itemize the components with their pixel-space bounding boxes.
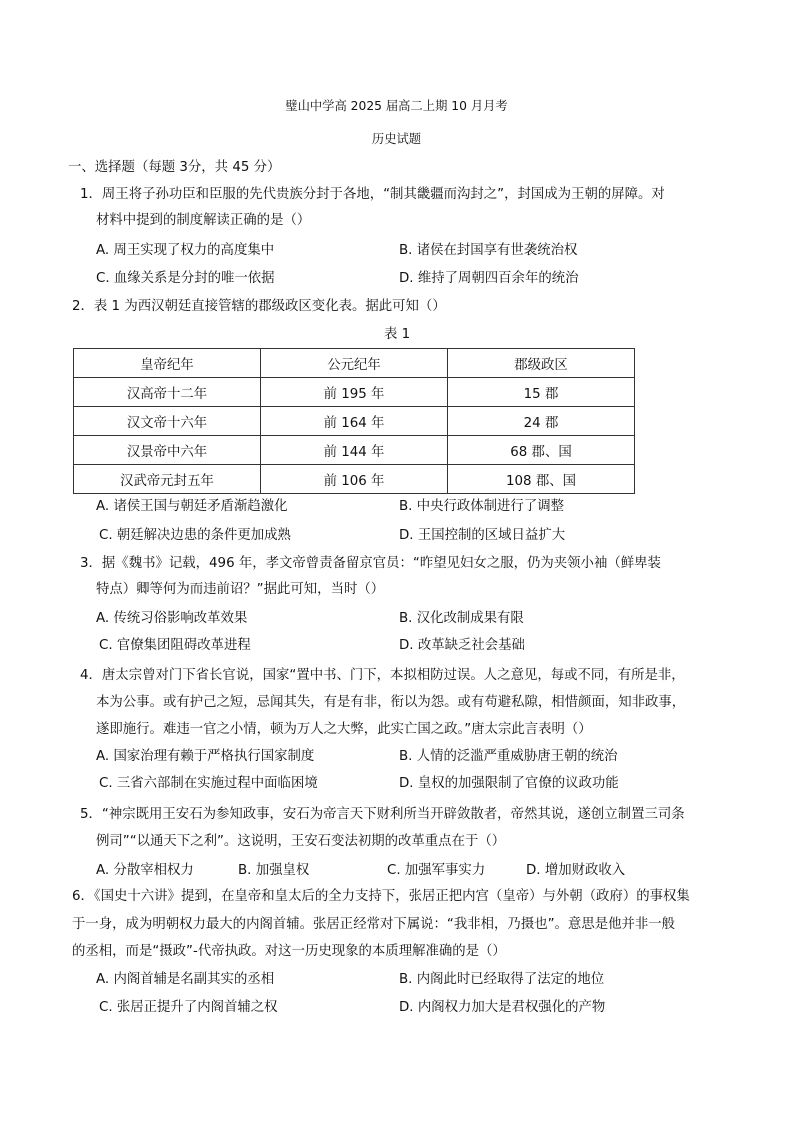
table-cell: 68 郡、国 <box>448 436 635 465</box>
table-cell: 汉高帝十二年 <box>74 378 261 407</box>
question-5-stem-line1: 5．“神宗既用王安石为参知政事，安石为帝言天下财利所当开辟敛散者，帝然其说，遂创立制置三司条 <box>80 807 685 822</box>
table-row <box>74 436 635 465</box>
question-5-option-a[interactable]: A. 分散宰相权力 <box>96 863 194 878</box>
question-3-stem-line1: 3．据《魏书》记载，496 年，孝文帝曾责备留京官员：“昨望见妇女之服，仍为夹领小袖（鲜卑装 <box>80 556 661 571</box>
question-1-stem-line2: 材料中提到的制度解读正确的是（） <box>96 213 311 228</box>
section-heading: 一、选择题（每题 3分，共 45 分） <box>68 160 281 175</box>
question-1-stem-line1: 1．周王将子孙功臣和臣服的先代贵族分封于各地，“制其畿疆而沟封之”，封国成为王朝的屏障。对 <box>80 187 665 202</box>
table-row <box>74 407 635 436</box>
question-6-option-a[interactable]: A. 内阁首辅是名副其实的丞相 <box>96 972 275 987</box>
question-2-stem: 2．表 1 为西汉朝廷直接管辖的郡级政区变化表。据此可知（） <box>72 299 446 314</box>
question-2-option-c[interactable]: C. 朝廷解决边患的条件更加成熟 <box>99 528 291 543</box>
exam-title: 璧山中学高 2025 届高二上期 10 月月考 <box>285 99 508 113</box>
exam-subtitle: 历史试题 <box>371 132 422 146</box>
question-5-option-d[interactable]: D. 增加财政收入 <box>526 863 626 878</box>
table-header-cell: 郡级政区 <box>448 349 635 378</box>
table-header-cell: 公元纪年 <box>261 349 448 378</box>
table-cell: 汉武帝元封五年 <box>74 465 261 494</box>
question-5-option-c[interactable]: C. 加强军事实力 <box>387 863 486 878</box>
question-3-stem-line2: 特点）卿等何为而违前诏？”据此可知，当时（） <box>96 582 385 597</box>
table-cell: 前 195 年 <box>261 378 448 407</box>
table-cell: 前 144 年 <box>261 436 448 465</box>
question-3-option-b[interactable]: B. 汉化改制成果有限 <box>399 611 524 626</box>
question-4-option-a[interactable]: A. 国家治理有赖于严格执行国家制度 <box>96 749 315 764</box>
question-4-option-d[interactable]: D. 皇权的加强限制了官僚的议政功能 <box>399 776 619 791</box>
question-2-option-d[interactable]: D. 王国控制的区域日益扩大 <box>399 528 566 543</box>
admin-region-table <box>73 348 635 494</box>
question-4-option-c[interactable]: C. 三省六部制在实施过程中面临困境 <box>99 776 318 791</box>
question-5-stem-line2: 例司”“以通天下之利”。这说明，王安石变法初期的改革重点在于（） <box>96 834 506 849</box>
question-3-option-c[interactable]: C. 官僚集团阻碍改革进程 <box>99 638 251 653</box>
table-cell: 108 郡、国 <box>448 465 635 494</box>
question-5-option-b[interactable]: B. 加强皇权 <box>238 863 310 878</box>
table-row <box>74 378 635 407</box>
question-1-option-a[interactable]: A. 周王实现了权力的高度集中 <box>96 243 275 258</box>
table-cell: 前 106 年 <box>261 465 448 494</box>
question-6-option-c[interactable]: C. 张居正提升了内阁首辅之权 <box>99 1000 278 1015</box>
table-row <box>74 465 635 494</box>
question-1-option-c[interactable]: C. 血缘关系是分封的唯一依据 <box>96 271 275 286</box>
question-6-stem-line2: 于一身，成为明朝权力最大的内阁首辅。张居正经常对下属说：“我非相，乃摄也”。意思是他并非一般 <box>72 917 676 932</box>
question-4-option-b[interactable]: B. 人情的泛滥严重威胁唐王朝的统治 <box>399 749 618 764</box>
table-cell: 15 郡 <box>448 378 635 407</box>
question-1-option-b[interactable]: B. 诸侯在封国享有世袭统治权 <box>399 243 578 258</box>
question-3-option-a[interactable]: A. 传统习俗影响改革效果 <box>96 611 248 626</box>
question-6-stem-line3: 的丞相，而是“摄政”-代帝执政。对这一历史现象的本质理解准确的是（） <box>72 944 506 959</box>
question-6-stem-line1: 6．《国史十六讲》提到，在皇帝和皇太后的全力支持下，张居正把内宫（皇帝）与外朝（政府）的事权集 <box>72 889 690 904</box>
table-header-row <box>74 349 635 378</box>
table-cell: 前 164 年 <box>261 407 448 436</box>
question-1-option-d[interactable]: D. 维持了周朝四百余年的统治 <box>399 271 579 286</box>
table-caption: 表 1 <box>384 327 411 342</box>
question-6-option-d[interactable]: D. 内阁权力加大是君权强化的产物 <box>399 1000 606 1015</box>
question-4-stem-line3: 遂即施行。难违一官之小情，顿为万人之大弊，此实亡国之政。”唐太宗此言表明（） <box>96 722 592 737</box>
question-4-stem-line2: 本为公事。或有护己之短，忌闻其失，有是有非，衔以为怨。或有苟避私隙，相惜颜面，知非政事， <box>96 695 686 710</box>
question-6-option-b[interactable]: B. 内阁此时已经取得了法定的地位 <box>399 972 605 987</box>
table-cell: 汉景帝中六年 <box>74 436 261 465</box>
table-cell: 汉文帝十六年 <box>74 407 261 436</box>
question-2-option-a[interactable]: A. 诸侯王国与朝廷矛盾渐趋激化 <box>96 499 288 514</box>
question-4-stem-line1: 4．唐太宗曾对门下省长官说，国家“置中书、门下，本拟相防过误。人之意见，每或不同，有所是非， <box>80 668 685 683</box>
table-cell: 24 郡 <box>448 407 635 436</box>
question-2-option-b[interactable]: B. 中央行政体制进行了调整 <box>399 499 564 514</box>
table-header-cell: 皇帝纪年 <box>74 349 261 378</box>
question-3-option-d[interactable]: D. 改革缺乏社会基础 <box>399 638 525 653</box>
